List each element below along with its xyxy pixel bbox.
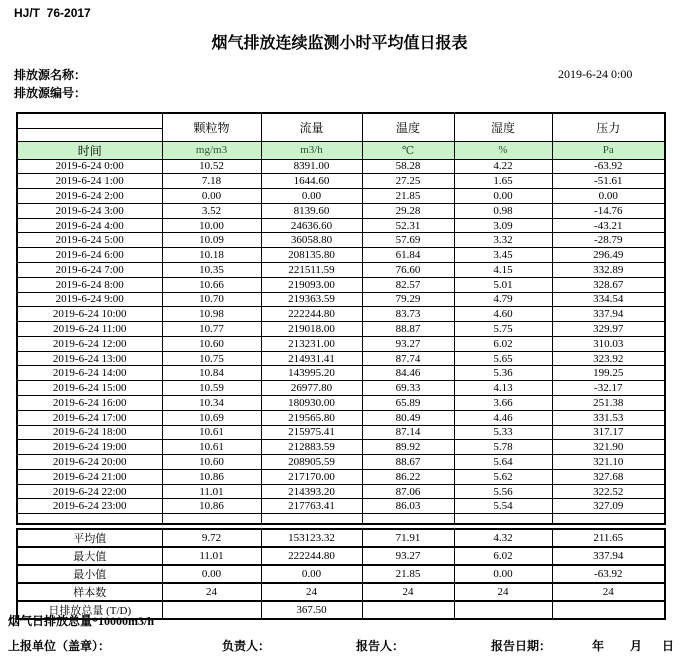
value-cell: 3.32 <box>454 233 552 248</box>
value-cell: 7.18 <box>162 174 261 189</box>
value-cell: 69.33 <box>362 381 454 396</box>
value-cell: 3.09 <box>454 218 552 233</box>
table-row <box>17 499 665 514</box>
table-row <box>17 336 665 351</box>
column-header-pressure: 压力 <box>552 113 665 141</box>
value-cell: 10.69 <box>162 410 261 425</box>
value-cell: 10.09 <box>162 233 261 248</box>
value-cell: 323.92 <box>552 351 665 366</box>
value-cell: 219363.59 <box>261 292 362 307</box>
month-label: 月 <box>630 639 643 653</box>
summary-rows <box>17 529 665 619</box>
spacer-row <box>17 514 665 524</box>
summary-label-cell: 日排放总量 (T/D) <box>17 601 162 619</box>
time-cell: 2019-6-24 14:00 <box>17 366 162 381</box>
value-cell: 0.00 <box>454 189 552 204</box>
value-cell: 83.73 <box>362 307 454 322</box>
value-cell: 10.77 <box>162 322 261 337</box>
time-cell: 2019-6-24 4:00 <box>17 218 162 233</box>
value-cell: 0.98 <box>454 203 552 218</box>
source-code-label: 排放源编号： <box>14 86 87 100</box>
value-cell: 10.34 <box>162 396 261 411</box>
value-cell: 89.92 <box>362 440 454 455</box>
value-cell: 86.03 <box>362 499 454 514</box>
value-cell: 65.89 <box>362 396 454 411</box>
empty-cell <box>552 514 665 524</box>
table-row <box>17 469 665 484</box>
value-cell: 10.86 <box>162 469 261 484</box>
table-row <box>17 425 665 440</box>
summary-label-cell: 平均值 <box>17 529 162 547</box>
time-cell: 2019-6-24 6:00 <box>17 248 162 263</box>
column-header-flow: 流量 <box>261 113 362 141</box>
value-cell: 4.60 <box>454 307 552 322</box>
value-cell: 219093.00 <box>261 277 362 292</box>
value-cell: 0.00 <box>162 189 261 204</box>
value-cell: 153123.32 <box>261 529 362 547</box>
value-cell: 24 <box>362 583 454 601</box>
value-cell: 9.72 <box>162 529 261 547</box>
report-date-label: 报告日期： <box>491 639 552 653</box>
standard-number: HJ/T 76-2017 <box>14 6 91 20</box>
empty-cell <box>261 514 362 524</box>
table-row <box>17 159 665 174</box>
time-cell: 2019-6-24 10:00 <box>17 307 162 322</box>
summary-label-cell: 最小值 <box>17 565 162 583</box>
value-cell: 11.01 <box>162 547 261 565</box>
value-cell: 180930.00 <box>261 396 362 411</box>
value-cell: 0.00 <box>552 189 665 204</box>
units-row <box>17 141 665 159</box>
value-cell: 24636.60 <box>261 218 362 233</box>
value-cell: 10.70 <box>162 292 261 307</box>
table-row <box>17 381 665 396</box>
value-cell: 222244.80 <box>261 307 362 322</box>
value-cell: 10.66 <box>162 277 261 292</box>
time-cell: 2019-6-24 3:00 <box>17 203 162 218</box>
time-cell: 2019-6-24 23:00 <box>17 499 162 514</box>
reporter-label: 报告人： <box>356 639 405 653</box>
value-cell: 10.61 <box>162 440 261 455</box>
value-cell: 87.14 <box>362 425 454 440</box>
unit-flow: m3/h <box>261 141 362 159</box>
value-cell: 321.90 <box>552 440 665 455</box>
time-cell: 2019-6-24 21:00 <box>17 469 162 484</box>
value-cell <box>552 601 665 619</box>
value-cell: 24 <box>454 583 552 601</box>
value-cell: 213231.00 <box>261 336 362 351</box>
time-cell: 2019-6-24 8:00 <box>17 277 162 292</box>
total-emission-note: 烟气日排放总量*10000m3/h <box>8 614 155 628</box>
summary-row <box>17 529 665 547</box>
unit-pressure: Pa <box>552 141 665 159</box>
value-cell: 296.49 <box>552 248 665 263</box>
value-cell: 215975.41 <box>261 425 362 440</box>
value-cell: 10.52 <box>162 159 261 174</box>
value-cell: -14.76 <box>552 203 665 218</box>
responsible-label: 负责人： <box>222 639 271 653</box>
value-cell: 10.18 <box>162 248 261 263</box>
value-cell: 10.86 <box>162 499 261 514</box>
value-cell: -63.92 <box>552 159 665 174</box>
value-cell: 76.60 <box>362 262 454 277</box>
value-cell <box>362 601 454 619</box>
unit-particulate: mg/m3 <box>162 141 261 159</box>
value-cell: 4.46 <box>454 410 552 425</box>
value-cell: 143995.20 <box>261 366 362 381</box>
table-row <box>17 366 665 381</box>
value-cell: 82.57 <box>362 277 454 292</box>
empty-cell <box>17 514 162 524</box>
value-cell: 4.32 <box>454 529 552 547</box>
value-cell: 217170.00 <box>261 469 362 484</box>
empty-cell <box>454 514 552 524</box>
time-header: 时间 <box>17 141 162 159</box>
value-cell: 337.94 <box>552 547 665 565</box>
value-cell: 6.02 <box>454 336 552 351</box>
value-cell: 328.67 <box>552 277 665 292</box>
time-cell: 2019-6-24 19:00 <box>17 440 162 455</box>
summary-table <box>16 528 666 620</box>
value-cell: 93.27 <box>362 547 454 565</box>
value-cell: 329.97 <box>552 322 665 337</box>
value-cell <box>454 601 552 619</box>
value-cell: 36058.80 <box>261 233 362 248</box>
year-label: 年 <box>592 639 605 653</box>
time-cell: 2019-6-24 5:00 <box>17 233 162 248</box>
summary-label-cell: 最大值 <box>17 547 162 565</box>
page-title: 烟气排放连续监测小时平均值日报表 <box>211 35 468 52</box>
value-cell: 5.75 <box>454 322 552 337</box>
table-row <box>17 203 665 218</box>
table-row <box>17 396 665 411</box>
summary-row <box>17 583 665 601</box>
value-cell: 57.69 <box>362 233 454 248</box>
value-cell: 5.64 <box>454 455 552 470</box>
source-name-label: 排放源名称： <box>14 68 87 82</box>
time-cell: 2019-6-24 18:00 <box>17 425 162 440</box>
table-row <box>17 218 665 233</box>
value-cell: 327.68 <box>552 469 665 484</box>
time-cell: 2019-6-24 9:00 <box>17 292 162 307</box>
table-row <box>17 351 665 366</box>
unit-temperature: ℃ <box>362 141 454 159</box>
value-cell: -63.92 <box>552 565 665 583</box>
time-cell: 2019-6-24 17:00 <box>17 410 162 425</box>
value-cell: 4.13 <box>454 381 552 396</box>
corner-divider-line <box>18 114 162 129</box>
value-cell: 214931.41 <box>261 351 362 366</box>
value-cell: 217763.41 <box>261 499 362 514</box>
table-row <box>17 174 665 189</box>
value-cell: 317.17 <box>552 425 665 440</box>
value-cell: 1.65 <box>454 174 552 189</box>
value-cell: 331.53 <box>552 410 665 425</box>
value-cell: 24 <box>261 583 362 601</box>
time-cell: 2019-6-24 7:00 <box>17 262 162 277</box>
value-cell: 334.54 <box>552 292 665 307</box>
table-row <box>17 455 665 470</box>
value-cell: 3.66 <box>454 396 552 411</box>
value-cell: 251.38 <box>552 396 665 411</box>
table-row <box>17 189 665 204</box>
empty-cell <box>362 514 454 524</box>
value-cell: 24 <box>162 583 261 601</box>
column-header-humidity: 湿度 <box>454 113 552 141</box>
value-cell: 10.00 <box>162 218 261 233</box>
value-cell: 4.22 <box>454 159 552 174</box>
value-cell: 208135.80 <box>261 248 362 263</box>
value-cell: 5.78 <box>454 440 552 455</box>
table-row <box>17 292 665 307</box>
value-cell: 332.89 <box>552 262 665 277</box>
value-cell: 219018.00 <box>261 322 362 337</box>
value-cell: 5.33 <box>454 425 552 440</box>
table-row <box>17 262 665 277</box>
day-label: 日 <box>662 639 675 653</box>
value-cell: 337.94 <box>552 307 665 322</box>
report-datetime: 2019-6-24 0:00 <box>558 67 633 81</box>
value-cell: 5.65 <box>454 351 552 366</box>
value-cell: 10.61 <box>162 425 261 440</box>
value-cell: 93.27 <box>362 336 454 351</box>
column-header-temperature: 温度 <box>362 113 454 141</box>
value-cell: 327.09 <box>552 499 665 514</box>
value-cell: 10.75 <box>162 351 261 366</box>
value-cell: 3.52 <box>162 203 261 218</box>
value-cell: 10.59 <box>162 381 261 396</box>
value-cell: 11.01 <box>162 484 261 499</box>
column-header-row <box>17 113 665 141</box>
value-cell: 79.29 <box>362 292 454 307</box>
value-cell: 71.91 <box>362 529 454 547</box>
summary-label-cell: 样本数 <box>17 583 162 601</box>
value-cell: 10.35 <box>162 262 261 277</box>
time-cell: 2019-6-24 11:00 <box>17 322 162 337</box>
value-cell: 0.00 <box>261 189 362 204</box>
value-cell: 58.28 <box>362 159 454 174</box>
table-row <box>17 410 665 425</box>
value-cell: 3.45 <box>454 248 552 263</box>
time-cell: 2019-6-24 2:00 <box>17 189 162 204</box>
table-row <box>17 440 665 455</box>
value-cell: 4.79 <box>454 292 552 307</box>
value-cell: 6.02 <box>454 547 552 565</box>
value-cell: 8391.00 <box>261 159 362 174</box>
value-cell: 1644.60 <box>261 174 362 189</box>
value-cell: 0.00 <box>162 565 261 583</box>
value-cell: 5.62 <box>454 469 552 484</box>
value-cell: 26977.80 <box>261 381 362 396</box>
time-cell: 2019-6-24 20:00 <box>17 455 162 470</box>
value-cell: -28.79 <box>552 233 665 248</box>
value-cell: 88.67 <box>362 455 454 470</box>
table-row <box>17 233 665 248</box>
value-cell: 24 <box>552 583 665 601</box>
table-row <box>17 248 665 263</box>
time-cell: 2019-6-24 0:00 <box>17 159 162 174</box>
value-cell: 21.85 <box>362 189 454 204</box>
table-row <box>17 277 665 292</box>
value-cell: 222244.80 <box>261 547 362 565</box>
table-row <box>17 322 665 337</box>
time-cell: 2019-6-24 12:00 <box>17 336 162 351</box>
summary-row <box>17 547 665 565</box>
table-row <box>17 307 665 322</box>
value-cell: 5.36 <box>454 366 552 381</box>
value-cell: 221511.59 <box>261 262 362 277</box>
value-cell: 84.46 <box>362 366 454 381</box>
column-header-particulate: 颗粒物 <box>162 113 261 141</box>
value-cell: 0.00 <box>454 565 552 583</box>
value-cell: 10.84 <box>162 366 261 381</box>
report-unit-label: 上报单位（盖章）： <box>8 639 111 653</box>
value-cell: 4.15 <box>454 262 552 277</box>
value-cell: 10.60 <box>162 336 261 351</box>
value-cell: 80.49 <box>362 410 454 425</box>
value-cell: 21.85 <box>362 565 454 583</box>
value-cell: 310.03 <box>552 336 665 351</box>
time-cell: 2019-6-24 15:00 <box>17 381 162 396</box>
value-cell: 52.31 <box>362 218 454 233</box>
value-cell: 29.28 <box>362 203 454 218</box>
value-cell: 208905.59 <box>261 455 362 470</box>
value-cell: 211.65 <box>552 529 665 547</box>
value-cell: 367.50 <box>261 601 362 619</box>
value-cell: 5.54 <box>454 499 552 514</box>
time-cell: 2019-6-24 13:00 <box>17 351 162 366</box>
value-cell: 27.25 <box>362 174 454 189</box>
value-cell: 10.60 <box>162 455 261 470</box>
value-cell: 219565.80 <box>261 410 362 425</box>
empty-cell <box>162 514 261 524</box>
time-cell: 2019-6-24 22:00 <box>17 484 162 499</box>
value-cell: 199.25 <box>552 366 665 381</box>
value-cell: 0.00 <box>261 565 362 583</box>
corner-cell <box>17 113 162 141</box>
value-cell: 61.84 <box>362 248 454 263</box>
value-cell: 321.10 <box>552 455 665 470</box>
value-cell: 10.98 <box>162 307 261 322</box>
summary-row <box>17 565 665 583</box>
monitoring-table <box>16 112 666 525</box>
value-cell: 88.87 <box>362 322 454 337</box>
unit-humidity: % <box>454 141 552 159</box>
value-cell: 5.01 <box>454 277 552 292</box>
value-cell: 214393.20 <box>261 484 362 499</box>
value-cell: 8139.60 <box>261 203 362 218</box>
time-cell: 2019-6-24 16:00 <box>17 396 162 411</box>
value-cell: 86.22 <box>362 469 454 484</box>
data-rows <box>17 159 665 514</box>
value-cell: 322.52 <box>552 484 665 499</box>
value-cell: 5.56 <box>454 484 552 499</box>
value-cell: 212883.59 <box>261 440 362 455</box>
time-cell: 2019-6-24 1:00 <box>17 174 162 189</box>
value-cell: -32.17 <box>552 381 665 396</box>
value-cell: -43.21 <box>552 218 665 233</box>
value-cell <box>162 601 261 619</box>
value-cell: 87.06 <box>362 484 454 499</box>
value-cell: 87.74 <box>362 351 454 366</box>
table-row <box>17 484 665 499</box>
value-cell: -51.61 <box>552 174 665 189</box>
